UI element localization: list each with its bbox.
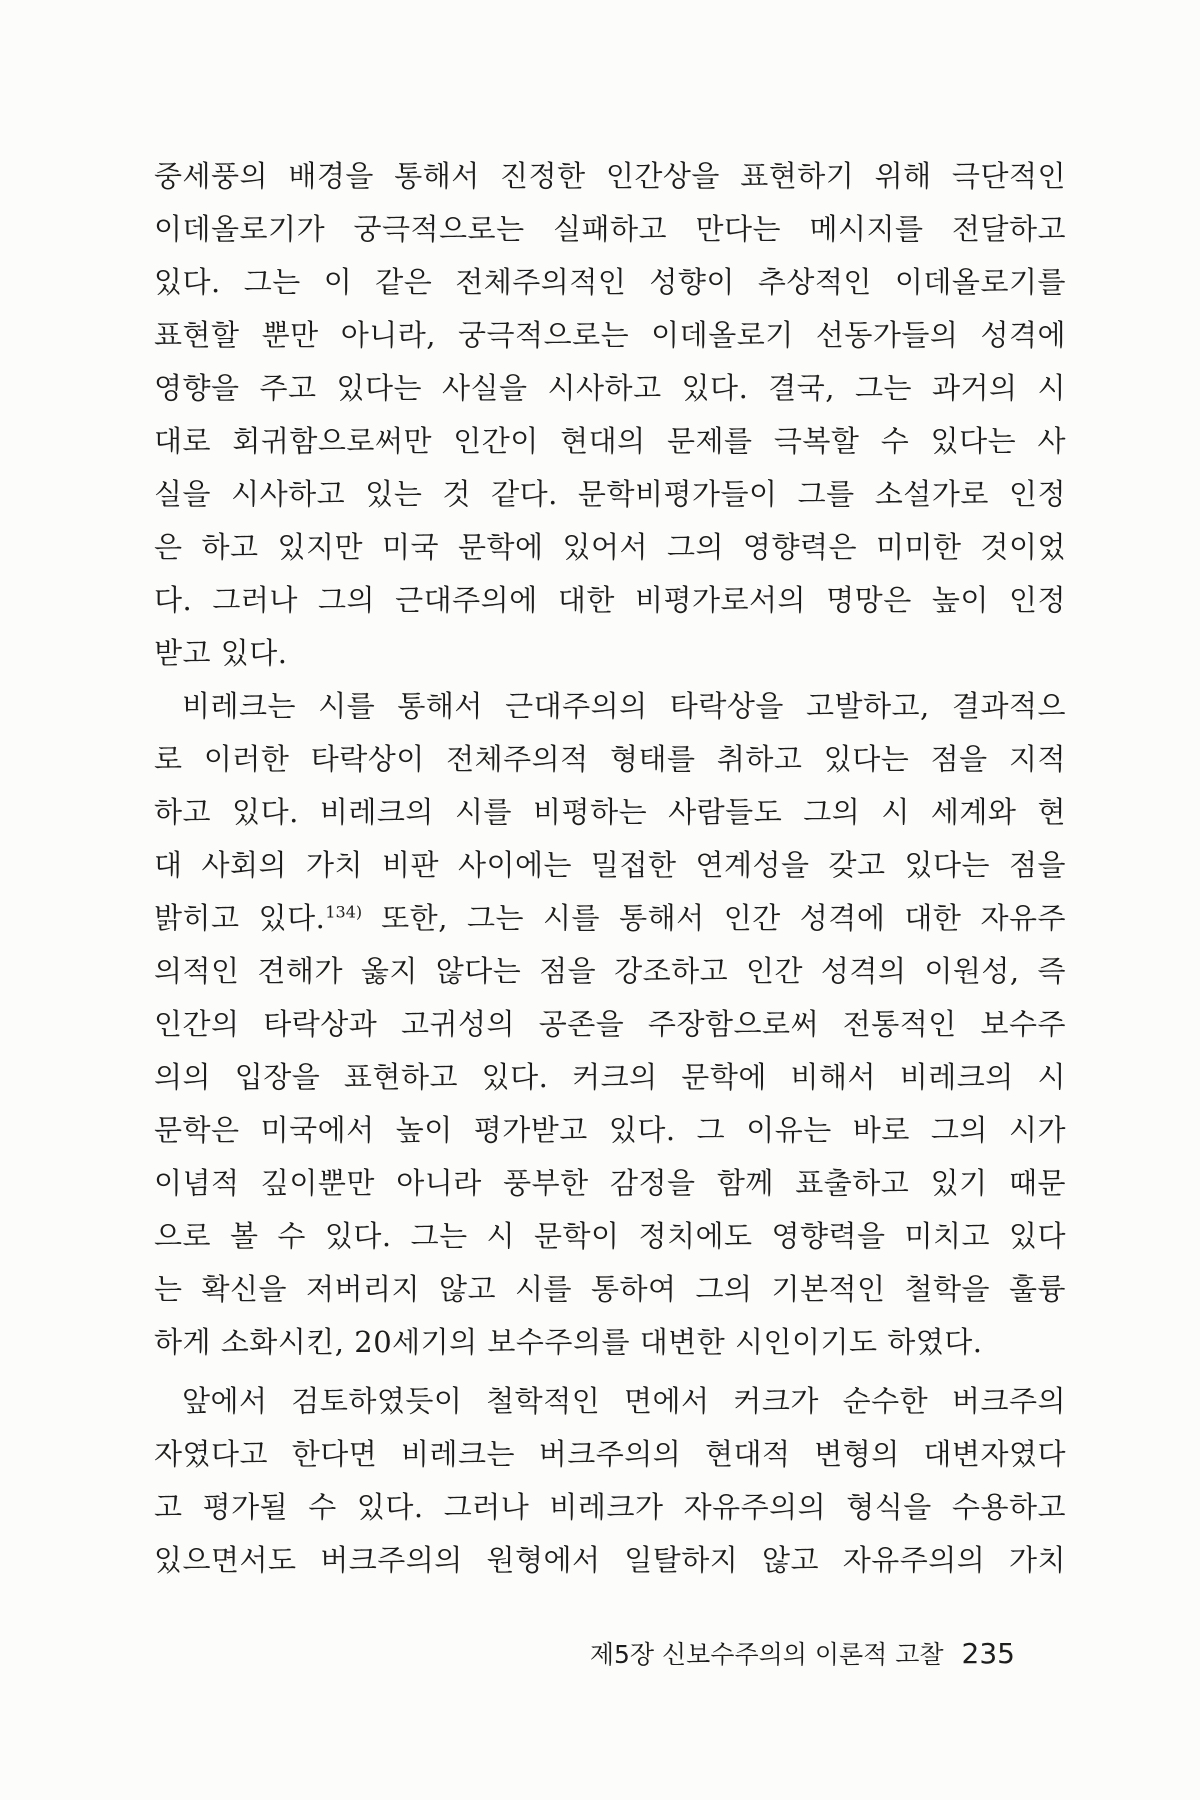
text-line: 로 이러한 타락상이 전체주의적 형태를 취하고 있다는 점을 지적 bbox=[154, 742, 1066, 776]
text-line: 있다. 그는 이 같은 전체주의적인 성향이 추상적인 이데올로기를 bbox=[154, 265, 1066, 299]
text-line: 의의 입장을 표현하고 있다. 커크의 문학에 비해서 비레크의 시 bbox=[154, 1060, 1066, 1094]
text-line: 대 사회의 가치 비판 사이에는 밀접한 연계성을 갖고 있다는 점을 bbox=[154, 848, 1066, 882]
text-segment: 또한, 그는 시를 통해서 인간 성격에 대한 자유주 bbox=[362, 901, 1066, 935]
text-line-with-footnote bbox=[154, 892, 1066, 945]
paragraph-3 bbox=[154, 1375, 1066, 1587]
text-line: 으로 볼 수 있다. 그는 시 문학이 정치에도 영향력을 미치고 있다 bbox=[154, 1219, 1066, 1253]
text-line: 받고 있다. bbox=[154, 636, 288, 670]
text-line: 표현할 뿐만 아니라, 궁극적으로는 이데올로기 선동가들의 성격에 bbox=[154, 318, 1066, 352]
text-line: 는 확신을 저버리지 않고 시를 통하여 그의 기본적인 철학을 훌륭 bbox=[154, 1272, 1066, 1306]
text-line: 중세풍의 배경을 통해서 진정한 인간상을 표현하기 위해 극단적인 bbox=[154, 159, 1066, 193]
text-line: 이데올로기가 궁극적으로는 실패하고 만다는 메시지를 전달하고 bbox=[154, 212, 1066, 246]
paragraph-2 bbox=[154, 680, 1066, 1369]
text-segment: 밝히고 있다. bbox=[154, 901, 326, 935]
text-line: 은 하고 있지만 미국 문학에 있어서 그의 영향력은 미미한 것이었 bbox=[154, 530, 1066, 564]
text-line: 자였다고 한다면 비레크는 버크주의의 현대적 변형의 대변자였다 bbox=[154, 1437, 1066, 1471]
text-line: 있으면서도 버크주의의 원형에서 일탈하지 않고 자유주의의 가치 bbox=[154, 1543, 1066, 1577]
text-line: 대로 회귀함으로써만 인간이 현대의 문제를 극복할 수 있다는 사 bbox=[154, 424, 1066, 458]
text-line: 비레크는 시를 통해서 근대주의의 타락상을 고발하고, 결과적으 bbox=[182, 689, 1066, 723]
page-footer bbox=[590, 1635, 1015, 1671]
footnote-marker[interactable]: 134) bbox=[325, 902, 363, 922]
page-number: 235 bbox=[961, 1637, 1015, 1670]
paragraph-1 bbox=[154, 150, 1066, 680]
text-line: 의적인 견해가 옳지 않다는 점을 강조하고 인간 성격의 이원성, 즉 bbox=[154, 954, 1066, 988]
chapter-title: 제5장 신보수주의의 이론적 고찰 bbox=[589, 1640, 944, 1669]
text-line: 다. 그러나 그의 근대주의에 대한 비평가로서의 명망은 높이 인정 bbox=[154, 583, 1066, 617]
text-line: 영향을 주고 있다는 사실을 시사하고 있다. 결국, 그는 과거의 시 bbox=[154, 371, 1066, 405]
text-line: 이념적 깊이뿐만 아니라 풍부한 감정을 함께 표출하고 있기 때문 bbox=[154, 1166, 1066, 1200]
text-line: 하게 소화시킨, 20세기의 보수주의를 대변한 시인이기도 하였다. bbox=[154, 1325, 983, 1359]
text-line: 고 평가될 수 있다. 그러나 비레크가 자유주의의 형식을 수용하고 bbox=[154, 1490, 1066, 1524]
body-text bbox=[154, 150, 1066, 1587]
text-line: 앞에서 검토하였듯이 철학적인 면에서 커크가 순수한 버크주의 bbox=[182, 1384, 1066, 1418]
text-line: 인간의 타락상과 고귀성의 공존을 주장함으로써 전통적인 보수주 bbox=[154, 1007, 1066, 1041]
text-line: 문학은 미국에서 높이 평가받고 있다. 그 이유는 바로 그의 시가 bbox=[154, 1113, 1066, 1147]
text-line: 하고 있다. 비레크의 시를 비평하는 사람들도 그의 시 세계와 현 bbox=[154, 795, 1066, 829]
text-line: 실을 시사하고 있는 것 같다. 문학비평가들이 그를 소설가로 인정 bbox=[154, 477, 1066, 511]
